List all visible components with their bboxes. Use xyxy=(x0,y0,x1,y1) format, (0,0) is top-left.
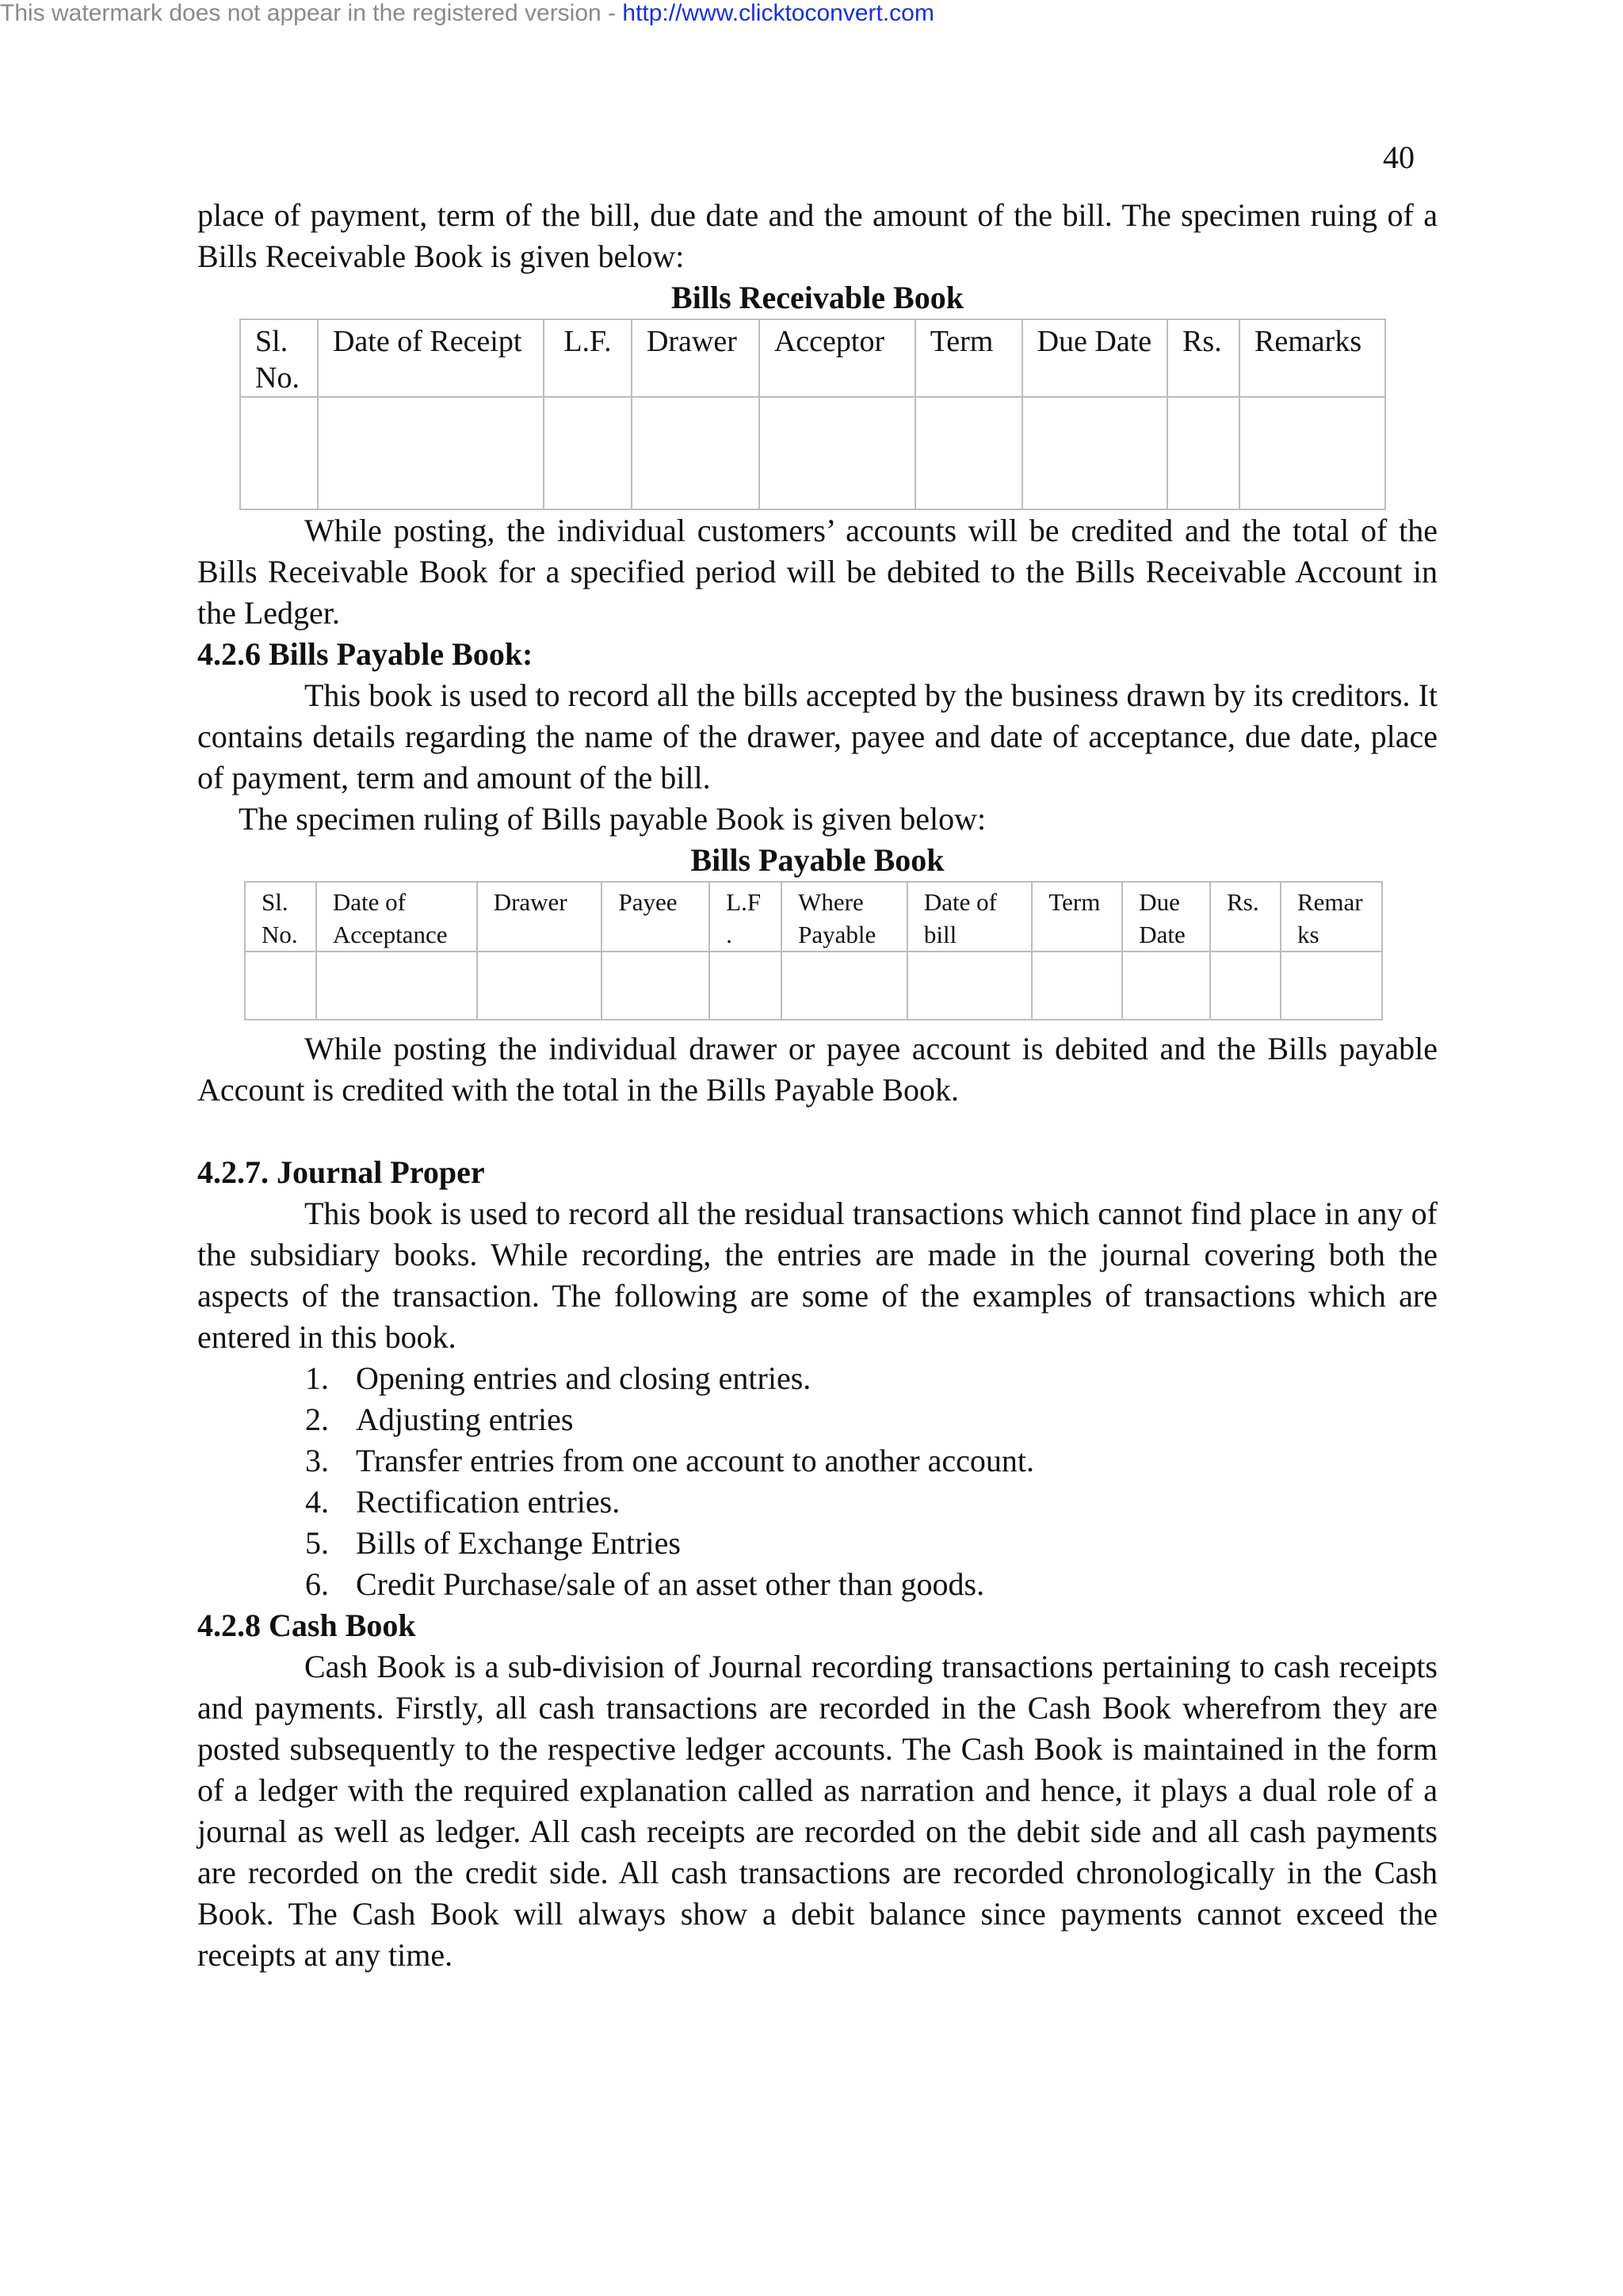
header-cell: Remarks xyxy=(1239,319,1385,397)
blank-cell xyxy=(601,952,709,1020)
page-content xyxy=(197,195,1438,1976)
list-item-text: Transfer entries from one account to another account. xyxy=(356,1443,1034,1478)
cash-book-paragraph: Cash Book is a sub-division of Journal recording transactions pertaining to cash receipts and payments. Firstly, all cash transactions are recorded in the Cash Book wherefrom they are posted subsequently to the respective ledger accounts. The Cash Book is maintained in the form of a ledger with the required explanation called as narration and hence, it plays a dual role of a journal as well as ledger. All cash receipts are recorded on the debit side and all cash payments are recorded on the credit side. All cash transactions are recorded chronologically in the Cash Book. The Cash Book will always show a debit balance since payments cannot exceed the receipts at any time. xyxy=(197,1649,1438,1973)
list-item xyxy=(197,1564,1438,1605)
header-cell: L.F. xyxy=(544,319,632,397)
table-blank-row xyxy=(240,397,1385,509)
header-cell: Sl. No. xyxy=(245,882,316,952)
watermark-banner xyxy=(0,0,934,27)
header-cell: Due Date xyxy=(1122,882,1210,952)
header-cell: Date of Receipt xyxy=(318,319,544,397)
header-cell: Sl. No. xyxy=(240,319,318,397)
header-cell: Term xyxy=(915,319,1022,397)
journal-proper-paragraph: This book is used to record all the residual transactions which cannot find place in any of the subsidiary books. While recording, the entries are made in the journal covering both the aspects of the transaction. The following are some of the examples of transactions which are entered in this book. xyxy=(197,1196,1438,1355)
bills-payable-table xyxy=(244,881,1383,1020)
blank-cell xyxy=(915,397,1022,509)
list-item xyxy=(197,1399,1438,1440)
section-heading-4-2-7: 4.2.7. Journal Proper xyxy=(197,1154,485,1190)
br-posting-paragraph: While posting, the individual customers’ accounts will be credited and the total of the Bills Receivable Book for a specified period will be debited to the Bills Receivable Account in the Ledger. xyxy=(197,513,1438,631)
list-item-text: Bills of Exchange Entries xyxy=(356,1525,681,1561)
header-cell: Due Date xyxy=(1022,319,1167,397)
list-item-text: Credit Purchase/sale of an asset other than goods. xyxy=(356,1566,985,1602)
blank-cell xyxy=(1122,952,1210,1020)
list-item-number: 1. xyxy=(305,1360,329,1396)
journal-proper-list xyxy=(197,1358,1438,1605)
header-cell: Acceptor xyxy=(759,319,915,397)
blank-cell xyxy=(245,952,316,1020)
header-cell: Where Payable xyxy=(781,882,907,952)
blank-cell xyxy=(781,952,907,1020)
blank-cell xyxy=(1239,397,1385,509)
table-blank-row xyxy=(245,952,1382,1020)
blank-cell xyxy=(544,397,632,509)
list-item xyxy=(197,1440,1438,1482)
list-item-number: 2. xyxy=(305,1402,329,1437)
watermark-text: This watermark does not appear in the registered version - xyxy=(0,0,623,26)
list-item-text: Adjusting entries xyxy=(356,1402,574,1437)
list-item xyxy=(197,1523,1438,1564)
blank-cell xyxy=(759,397,915,509)
header-cell: Date of bill xyxy=(907,882,1032,952)
blank-cell xyxy=(1167,397,1239,509)
section-heading-4-2-6: 4.2.6 Bills Payable Book: xyxy=(197,636,533,672)
header-cell: L.F . xyxy=(709,882,781,952)
list-item-number: 3. xyxy=(305,1443,329,1478)
bills-receivable-table-title: Bills Receivable Book xyxy=(671,280,964,315)
header-cell: Payee xyxy=(601,882,709,952)
intro-paragraph: place of payment, term of the bill, due date and the amount of the bill. The specimen ruing of a Bills Receivable Book is given below: xyxy=(197,197,1438,274)
header-cell: Remar ks xyxy=(1281,882,1382,952)
list-item xyxy=(197,1358,1438,1399)
bills-payable-specimen-intro: The specimen ruling of Bills payable Book is given below: xyxy=(239,801,987,837)
header-cell: Term xyxy=(1032,882,1122,952)
watermark-link[interactable]: http://www.clicktoconvert.com xyxy=(622,0,934,26)
header-cell: Rs. xyxy=(1167,319,1239,397)
bills-payable-description: This book is used to record all the bills accepted by the business drawn by its creditors. It contains details regarding the name of the drawer, payee and date of acceptance, due date, place of payment, term and amount of the bill. xyxy=(197,677,1438,795)
list-item-number: 6. xyxy=(305,1566,329,1602)
list-item-number: 5. xyxy=(305,1525,329,1561)
list-item-number: 4. xyxy=(305,1484,329,1520)
header-cell: Rs. xyxy=(1210,882,1281,952)
bp-posting-paragraph: While posting the individual drawer or payee account is debited and the Bills payable Account is credited with the total in the Bills Payable Book. xyxy=(197,1031,1438,1108)
blank-cell xyxy=(1281,952,1382,1020)
blank-cell xyxy=(316,952,477,1020)
list-item-text: Rectification entries. xyxy=(356,1484,621,1520)
bills-receivable-table xyxy=(239,318,1386,510)
blank-cell xyxy=(240,397,318,509)
blank-cell xyxy=(477,952,602,1020)
header-cell: Date of Acceptance xyxy=(316,882,477,952)
blank-cell xyxy=(1022,397,1167,509)
blank-cell xyxy=(907,952,1032,1020)
page-number: 40 xyxy=(1383,139,1415,175)
section-heading-4-2-8: 4.2.8 Cash Book xyxy=(197,1608,416,1643)
list-item xyxy=(197,1482,1438,1523)
table-header-row xyxy=(245,882,1382,952)
blank-cell xyxy=(632,397,759,509)
blank-cell xyxy=(318,397,544,509)
header-cell: Drawer xyxy=(632,319,759,397)
list-item-text: Opening entries and closing entries. xyxy=(356,1360,812,1396)
blank-cell xyxy=(1210,952,1281,1020)
bills-payable-table-title: Bills Payable Book xyxy=(690,842,945,878)
table-header-row xyxy=(240,319,1385,397)
blank-cell xyxy=(709,952,781,1020)
header-cell: Drawer xyxy=(477,882,602,952)
blank-cell xyxy=(1032,952,1122,1020)
